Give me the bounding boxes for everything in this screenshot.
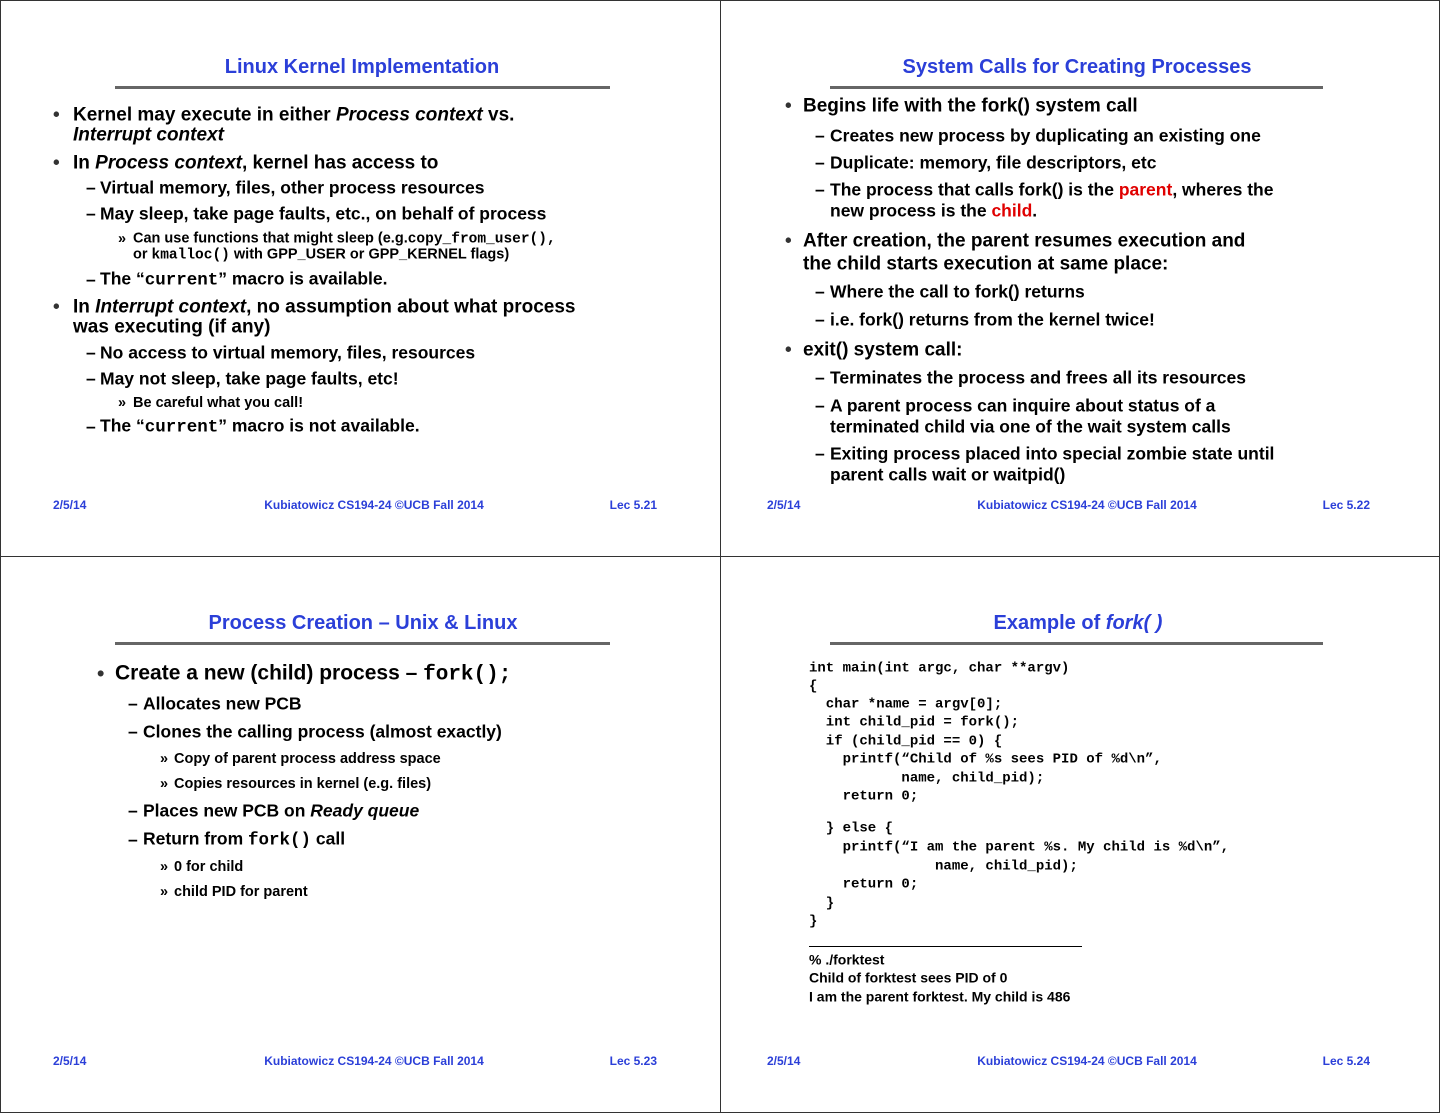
sub-bullet-item bbox=[143, 802, 419, 820]
highlight-text: parent bbox=[1118, 179, 1173, 200]
dash-icon: – bbox=[815, 367, 825, 388]
chevron-icon: » bbox=[160, 776, 169, 793]
sub-sub-bullet-item bbox=[174, 885, 308, 900]
highlight-text: child bbox=[991, 200, 1033, 221]
text-segment: Allocates new PCB bbox=[143, 693, 302, 714]
sub-bullet-item bbox=[143, 723, 502, 741]
sub-bullet-item bbox=[830, 445, 1274, 463]
bullet-icon: • bbox=[53, 104, 60, 126]
text-segment: new process is the bbox=[830, 200, 992, 221]
text-segment: call bbox=[311, 828, 346, 849]
text-segment: Terminates the process and frees all its resources bbox=[830, 367, 1246, 388]
dash-icon: – bbox=[86, 368, 96, 389]
text-segment: Linux Kernel Implementation bbox=[224, 56, 500, 78]
text-segment: Return from bbox=[143, 828, 248, 849]
title-underline bbox=[830, 86, 1323, 89]
code-text: fork() bbox=[248, 830, 312, 851]
text-segment: Copies resources in kernel (e.g. files) bbox=[174, 776, 432, 793]
bullet-item bbox=[73, 154, 438, 173]
footer-lecture-number: Lec 5.23 bbox=[609, 1054, 657, 1068]
emphasis-text: Interrupt context bbox=[95, 296, 247, 318]
text-segment: parent calls wait or waitpid() bbox=[830, 464, 1066, 485]
dash-icon: – bbox=[815, 281, 825, 302]
bullet-icon: • bbox=[785, 230, 792, 252]
slide-process-creation bbox=[0, 556, 720, 1112]
text-segment: , wheres the bbox=[1172, 179, 1274, 200]
sub-bullet-item bbox=[830, 202, 1037, 220]
text-segment: Clones the calling process (almost exactly) bbox=[143, 721, 502, 742]
bullet-item bbox=[803, 341, 962, 360]
text-segment: The “ bbox=[100, 268, 145, 289]
footer-date: 2/5/14 bbox=[767, 498, 801, 512]
text-segment: vs. bbox=[482, 104, 515, 126]
text-segment: Where the call to fork() returns bbox=[830, 281, 1085, 302]
footer-course: Kubiatowicz CS194-24 ©UCB Fall 2014 bbox=[264, 498, 484, 512]
sub-bullet-item bbox=[100, 270, 388, 290]
sub-bullet-item bbox=[100, 179, 485, 197]
code-line: printf(“I am the parent %s. My child is %d\n”, bbox=[809, 839, 1230, 856]
sub-sub-bullet-item bbox=[133, 231, 556, 247]
text-segment: May not sleep, take page faults, etc! bbox=[100, 368, 399, 389]
footer-date: 2/5/14 bbox=[767, 1054, 801, 1068]
text-segment: Duplicate: memory, file descriptors, etc bbox=[830, 152, 1157, 173]
text-segment: was executing (if any) bbox=[73, 316, 271, 338]
sub-bullet-item bbox=[143, 695, 302, 713]
code-line: name, child_pid); bbox=[809, 770, 1045, 787]
sub-bullet-item bbox=[830, 154, 1156, 172]
text-segment: Begins life with the fork() system call bbox=[803, 95, 1138, 117]
text-segment: child PID for parent bbox=[174, 884, 308, 901]
slide-title bbox=[994, 612, 1163, 635]
text-segment: terminated child via one of the wait system calls bbox=[830, 416, 1231, 437]
code-text: copy_from_user(), bbox=[407, 231, 556, 248]
dash-icon: – bbox=[86, 416, 96, 437]
text-segment: Exiting process placed into special zombie state until bbox=[830, 443, 1275, 464]
slide-title bbox=[902, 56, 1251, 79]
code-text: fork(); bbox=[423, 663, 512, 687]
code-text: kmalloc() bbox=[151, 247, 230, 264]
footer-lecture-number: Lec 5.21 bbox=[609, 498, 657, 512]
text-segment: , no assumption about what process bbox=[246, 296, 576, 318]
slide-example-of-fork bbox=[720, 556, 1440, 1112]
text-segment: Process Creation – Unix & Linux bbox=[208, 612, 518, 634]
slide-title bbox=[209, 612, 518, 635]
slide-system-calls-creating-processes bbox=[720, 0, 1440, 556]
code-text: current bbox=[144, 270, 219, 291]
sub-bullet-item bbox=[830, 181, 1273, 199]
footer-course: Kubiatowicz CS194-24 ©UCB Fall 2014 bbox=[977, 1054, 1197, 1068]
emphasis-text: Process context bbox=[335, 104, 483, 126]
code-line: if (child_pid == 0) { bbox=[809, 733, 1003, 750]
emphasis-text: Ready queue bbox=[310, 800, 420, 821]
bullet-item bbox=[115, 662, 511, 685]
text-segment: Copy of parent process address space bbox=[174, 751, 441, 768]
chevron-icon: » bbox=[160, 751, 169, 768]
text-segment: Create a new (child) process – bbox=[115, 661, 424, 685]
bullet-item bbox=[803, 232, 1245, 251]
text-segment: Be careful what you call! bbox=[133, 395, 304, 412]
dash-icon: – bbox=[86, 269, 96, 290]
sub-bullet-item bbox=[143, 830, 345, 850]
text-segment: i.e. fork() returns from the kernel twice! bbox=[830, 309, 1155, 330]
dash-icon: – bbox=[128, 721, 138, 742]
sub-bullet-item bbox=[100, 370, 399, 388]
footer-course: Kubiatowicz CS194-24 ©UCB Fall 2014 bbox=[977, 498, 1197, 512]
text-segment: the child starts execution at same place: bbox=[803, 253, 1169, 275]
code-line: name, child_pid); bbox=[809, 858, 1078, 875]
terminal-output-line: I am the parent forktest. My child is 486 bbox=[809, 988, 1071, 1005]
text-segment: with GPP_USER or GPP_KERNEL flags) bbox=[229, 246, 510, 263]
text-segment: After creation, the parent resumes execution and bbox=[803, 230, 1246, 252]
slide-linux-kernel-implementation bbox=[0, 0, 720, 556]
text-segment: or bbox=[133, 246, 152, 263]
footer-date: 2/5/14 bbox=[53, 498, 87, 512]
text-segment: . bbox=[1032, 200, 1038, 221]
bullet-icon: • bbox=[53, 152, 60, 174]
code-line: char *name = argv[0]; bbox=[809, 696, 1003, 713]
code-line: int main(int argc, char **argv) bbox=[809, 660, 1070, 677]
title-underline bbox=[115, 642, 610, 645]
sub-sub-bullet-item bbox=[174, 752, 441, 767]
text-segment: In bbox=[73, 296, 96, 318]
bullet-item bbox=[73, 318, 270, 337]
title-underline bbox=[830, 642, 1323, 645]
footer-date: 2/5/14 bbox=[53, 1054, 87, 1068]
text-segment: exit() system call: bbox=[803, 339, 963, 361]
dash-icon: – bbox=[815, 152, 825, 173]
terminal-output-line: % ./forktest bbox=[809, 951, 885, 968]
text-segment: Places new PCB on bbox=[143, 800, 311, 821]
sub-bullet-item bbox=[830, 369, 1246, 387]
bullet-icon: • bbox=[53, 296, 60, 318]
text-segment: Example of bbox=[993, 612, 1106, 634]
emphasis-text: Interrupt context bbox=[73, 124, 224, 146]
text-segment: Creates new process by duplicating an existing one bbox=[830, 125, 1261, 146]
sub-bullet-item bbox=[100, 344, 475, 362]
title-underline bbox=[115, 86, 610, 89]
sub-bullet-item bbox=[830, 418, 1231, 436]
dash-icon: – bbox=[815, 309, 825, 330]
sub-bullet-item bbox=[830, 127, 1261, 145]
bullet-item bbox=[73, 106, 514, 125]
bullet-icon: • bbox=[785, 95, 792, 117]
sub-bullet-item bbox=[830, 283, 1085, 301]
text-segment: The process that calls fork() is the bbox=[830, 179, 1119, 200]
dash-icon: – bbox=[86, 342, 96, 363]
code-line: printf(“Child of %s sees PID of %d\n”, bbox=[809, 751, 1162, 768]
emphasis-text: Process context bbox=[95, 152, 242, 174]
code-line: { bbox=[809, 678, 818, 695]
code-line: } bbox=[809, 895, 835, 912]
text-segment: System Calls for Creating Processes bbox=[902, 56, 1252, 78]
footer-lecture-number: Lec 5.22 bbox=[1322, 498, 1370, 512]
slide-title bbox=[225, 56, 499, 79]
dash-icon: – bbox=[128, 800, 138, 821]
chevron-icon: » bbox=[118, 231, 127, 248]
bullet-item bbox=[73, 126, 224, 145]
sub-sub-bullet-item bbox=[133, 396, 303, 411]
dash-icon: – bbox=[815, 443, 825, 464]
dash-icon: – bbox=[86, 203, 96, 224]
code-line: } else { bbox=[809, 820, 894, 837]
bullet-item bbox=[803, 97, 1138, 116]
text-segment: ” macro is available. bbox=[218, 268, 388, 289]
text-segment: Can use functions that might sleep (e.g. bbox=[133, 230, 408, 247]
chevron-icon: » bbox=[160, 884, 169, 901]
sub-bullet-item bbox=[100, 417, 420, 437]
bullet-item bbox=[73, 298, 576, 317]
text-segment: Virtual memory, files, other process resources bbox=[100, 177, 485, 198]
dash-icon: – bbox=[815, 179, 825, 200]
sub-bullet-item bbox=[100, 205, 546, 223]
text-segment: 0 for child bbox=[174, 859, 244, 876]
text-segment: Kernel may execute in either bbox=[73, 104, 336, 126]
text-segment: The “ bbox=[100, 415, 145, 436]
sub-bullet-item bbox=[830, 397, 1215, 415]
sub-sub-bullet-item bbox=[174, 777, 431, 792]
bullet-icon: • bbox=[97, 662, 105, 686]
text-segment: No access to virtual memory, files, resources bbox=[100, 342, 476, 363]
chevron-icon: » bbox=[160, 859, 169, 876]
code-line: int child_pid = fork(); bbox=[809, 714, 1020, 731]
output-separator bbox=[809, 946, 1082, 947]
sub-sub-bullet-item bbox=[133, 247, 509, 263]
terminal-output-line: Child of forktest sees PID of 0 bbox=[809, 969, 1008, 986]
dash-icon: – bbox=[815, 125, 825, 146]
dash-icon: – bbox=[86, 177, 96, 198]
dash-icon: – bbox=[128, 829, 138, 850]
text-segment: May sleep, take page faults, etc., on behalf of process bbox=[100, 203, 547, 224]
emphasis-text: fork( ) bbox=[1105, 612, 1163, 634]
text-segment: In bbox=[73, 152, 96, 174]
code-text: current bbox=[144, 417, 219, 438]
sub-bullet-item bbox=[830, 311, 1155, 329]
code-line: return 0; bbox=[809, 876, 919, 893]
code-line: return 0; bbox=[809, 788, 919, 805]
bullet-item bbox=[803, 255, 1168, 274]
text-segment: ” macro is not available. bbox=[218, 415, 420, 436]
sub-sub-bullet-item bbox=[174, 860, 243, 875]
code-line: } bbox=[809, 913, 818, 930]
text-segment: , kernel has access to bbox=[241, 152, 439, 174]
text-segment: A parent process can inquire about status of a bbox=[830, 395, 1216, 416]
footer-lecture-number: Lec 5.24 bbox=[1322, 1054, 1370, 1068]
dash-icon: – bbox=[815, 395, 825, 416]
chevron-icon: » bbox=[118, 395, 127, 412]
sub-bullet-item bbox=[830, 466, 1065, 484]
dash-icon: – bbox=[128, 693, 138, 714]
footer-course: Kubiatowicz CS194-24 ©UCB Fall 2014 bbox=[264, 1054, 484, 1068]
bullet-icon: • bbox=[785, 339, 792, 361]
